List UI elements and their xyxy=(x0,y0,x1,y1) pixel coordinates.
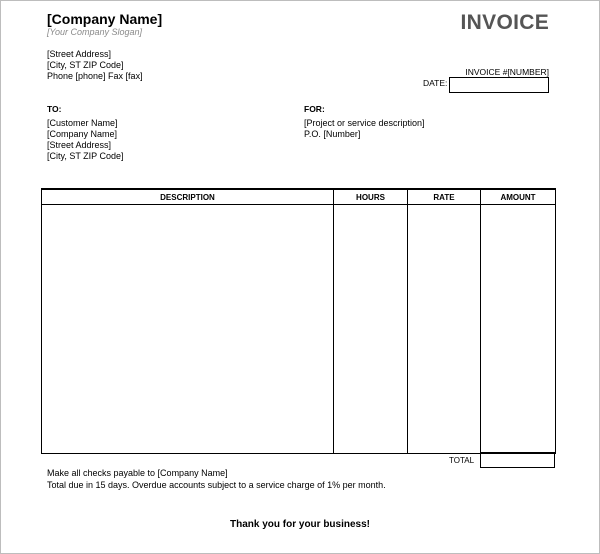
line-items-table-wrap xyxy=(41,188,555,454)
company-phone-fax: Phone [phone] Fax [fax] xyxy=(47,71,143,81)
payable-note: Make all checks payable to [Company Name] xyxy=(47,468,228,478)
customer-name: [Customer Name] xyxy=(47,118,118,128)
company-city: [City, ST ZIP Code] xyxy=(47,60,124,70)
invoice-number: INVOICE #[NUMBER] xyxy=(465,67,549,77)
invoice-title: INVOICE xyxy=(460,11,549,34)
company-slogan: [Your Company Slogan] xyxy=(47,27,143,37)
payment-notes xyxy=(47,467,386,491)
col-amount: AMOUNT xyxy=(481,189,556,205)
total-field[interactable] xyxy=(480,452,555,468)
customer-city: [City, ST ZIP Code] xyxy=(47,151,124,161)
table-header-row xyxy=(42,189,556,205)
company-street: [Street Address] xyxy=(47,49,112,59)
line-items-table xyxy=(41,188,556,454)
project-block xyxy=(304,118,425,140)
amount-cell[interactable] xyxy=(481,205,556,454)
customer-block xyxy=(47,118,124,162)
description-cell[interactable] xyxy=(42,205,334,454)
table-row xyxy=(42,205,556,454)
project-description: [Project or service description] xyxy=(304,118,425,128)
thank-you-message: Thank you for your business! xyxy=(229,519,371,530)
col-description: DESCRIPTION xyxy=(42,189,334,205)
customer-company: [Company Name] xyxy=(47,129,118,139)
col-rate: RATE xyxy=(408,189,481,205)
date-label: DATE: xyxy=(423,78,448,88)
rate-cell[interactable] xyxy=(408,205,481,454)
company-name: [Company Name] xyxy=(47,11,163,27)
to-label: TO: xyxy=(47,104,62,114)
for-label: FOR: xyxy=(304,104,325,114)
po-number: P.O. [Number] xyxy=(304,129,361,139)
col-hours: HOURS xyxy=(334,189,408,205)
total-label: TOTAL xyxy=(449,456,475,465)
terms-note: Total due in 15 days. Overdue accounts subject to a service charge of 1% per month. xyxy=(47,480,386,490)
hours-cell[interactable] xyxy=(334,205,408,454)
customer-street: [Street Address] xyxy=(47,140,112,150)
date-field[interactable] xyxy=(449,77,549,93)
company-address xyxy=(47,49,143,82)
